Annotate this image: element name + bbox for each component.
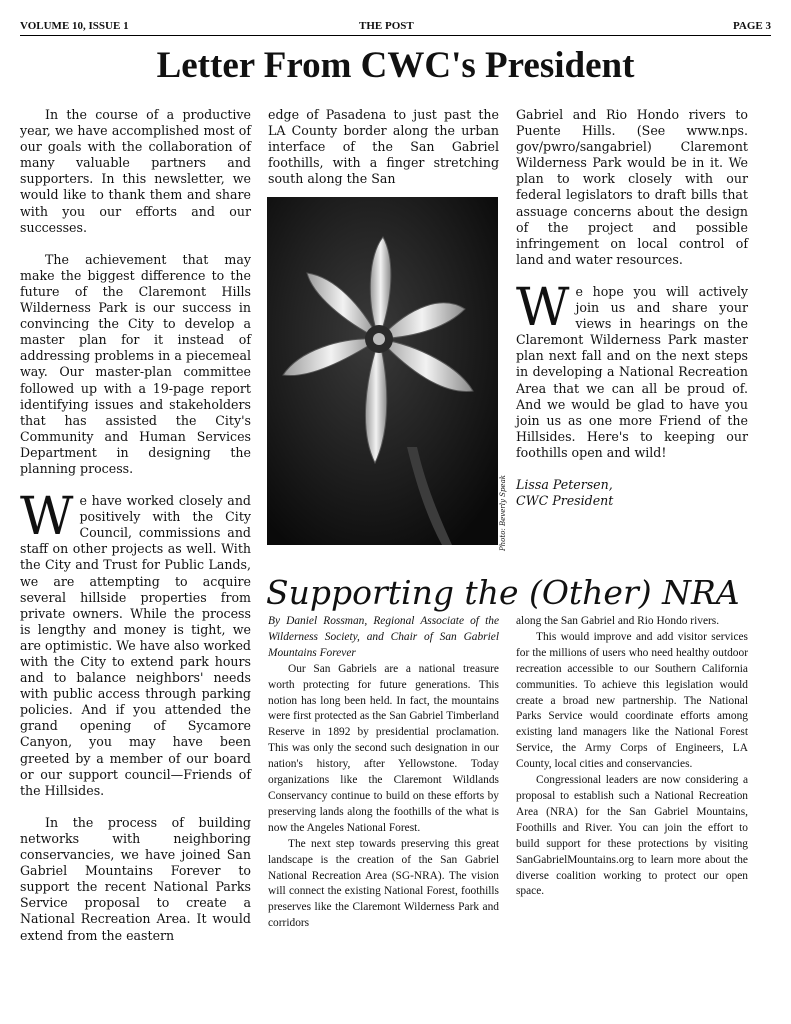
page-number: PAGE 3 xyxy=(733,20,771,32)
letter-title: Letter From CWC's President xyxy=(156,45,635,86)
newsletter-name: THE POST xyxy=(359,20,414,32)
letter-paragraph: We have worked closely and positively with the City Council, commissions and staff on other projects as well. With the City and Trust for Public Lands, we are attempting to acquire several hillside properties from private owners. While the process is lengthy and money is tight, we are optimistic. We have also worked with the City to extend park hours and to balance neighbors' needs with public access through parking policies. And if you attended the grand opening of Sycamore Canyon, you may have been greeted by a member of our board or our support council—Friends of the Hillsides. xyxy=(20,487,251,798)
photo-credit: Photo: Beverly Speak xyxy=(499,475,507,552)
signature-title: CWC President xyxy=(516,493,614,509)
letter-paragraph: We hope you will actively join us and share your views in hearings on the Claremont Wilderness Park master plan next fall and on the next steps in developing a National Recreation Area that we can all be proud of. And we would be glad to have you join us as one more Friend of the Hillsides. Here's to keeping our foothills open and wild! xyxy=(516,277,748,460)
article-column-1 xyxy=(268,614,499,932)
letter-column-1 xyxy=(20,107,251,944)
article-paragraph: The next step towards preserving this great landscape is the creation of the San Gabriel National Recreation Area (SG-NRA). The vision will connect the existing National Forest, foothills preserves like the Claremont Wilderness Park and corridors xyxy=(268,837,499,930)
article-paragraph: along the San Gabriel and Rio Hondo rivers. xyxy=(516,615,720,627)
article-column-2 xyxy=(516,614,748,900)
drop-cap: W xyxy=(20,487,74,548)
article-paragraph: Congressional leaders are now considering a proposal to establish such a National Recreation Area (NRA) for the San Gabriel Mountains, Foothills and River. You can join the effort to build support for these protections by visiting SanGabrielMountains.org to learn more about the diverse coalition working to protect our open space. xyxy=(516,774,748,898)
article-paragraph: This would improve and add visitor services for the millions of users who need healthy outdoor recreation accessible to our Southern California communities. To achieve this legislation would create a broad new partnership. The National Parks Service would coordinate efforts among existing land managers like the National Forest Service, the Army Corps of Engineers, LA County, local cities and conservancies. xyxy=(516,630,748,771)
article-byline: By Daniel Rossman, Regional Associate of the Wilderness Society, and Chair of San Gabriel Mountains Forever xyxy=(268,615,499,659)
drop-cap: W xyxy=(516,277,570,338)
issue-label: VOLUME 10, ISSUE 1 xyxy=(20,20,129,32)
letter-column-3 xyxy=(516,107,748,509)
article-title: Supporting the (Other) NRA xyxy=(266,573,740,612)
signature-name: Lissa Petersen, xyxy=(516,476,613,492)
letter-paragraph: In the course of a productive year, we have accomplished most of our goals with the collaboration of many valuable partners and supporters. In this newsletter, we would like to thank them and share with you our efforts and our successes. xyxy=(20,107,251,235)
letter-paragraph: Gabriel and Rio Hondo rivers to Puente Hills. (See www.nps. gov/pwro/sangabriel) Claremont Wilderness Park would be in it. We plan to work closely with our federal legislators to draft bills that assuage concerns about the design of the project and possible infringement on local control of land and water resources. xyxy=(516,107,748,267)
letter-paragraph: In the process of building networks with neighboring conservancies, we have joined San Gabriel Mountains Forever to support the recent National Parks Service proposal to create a National Recreation Area. It would extend from the eastern xyxy=(20,814,251,943)
article-paragraph: Our San Gabriels are a national treasure worth protecting for future generations. This notion has long been held. In fact, the mountains were first protected as the San Gabriel Timberland Reserve in 1892 by presidential proclamation. This was only the second such designation in our nation's history, after Yellowstone. Today organizations like the Claremont Wildlands Conservancy continue to build on these efforts by preserving lands along the foothills of the what is now the Angeles National Forest. xyxy=(268,662,499,834)
running-header xyxy=(20,19,771,36)
lily-flower-icon xyxy=(267,197,498,545)
letter-paragraph: The achievement that may make the biggest difference to the future of the Claremont Hills Wilderness Park is our success in convincing the City to develop a master plan for it instead of addressing problems in a piecemeal way. Our master-plan committee followed up with a 19-page report identifying issues and stakeholders that has assisted the City's Community and Human Services Department in designing the planning process. xyxy=(20,251,251,476)
flower-photo xyxy=(267,197,498,545)
letter-column-2 xyxy=(268,107,499,187)
letter-paragraph: edge of Pasadena to just past the LA County border along the urban interface of the San Gabriel foothills, with a finger stretching south along the San xyxy=(268,107,499,187)
